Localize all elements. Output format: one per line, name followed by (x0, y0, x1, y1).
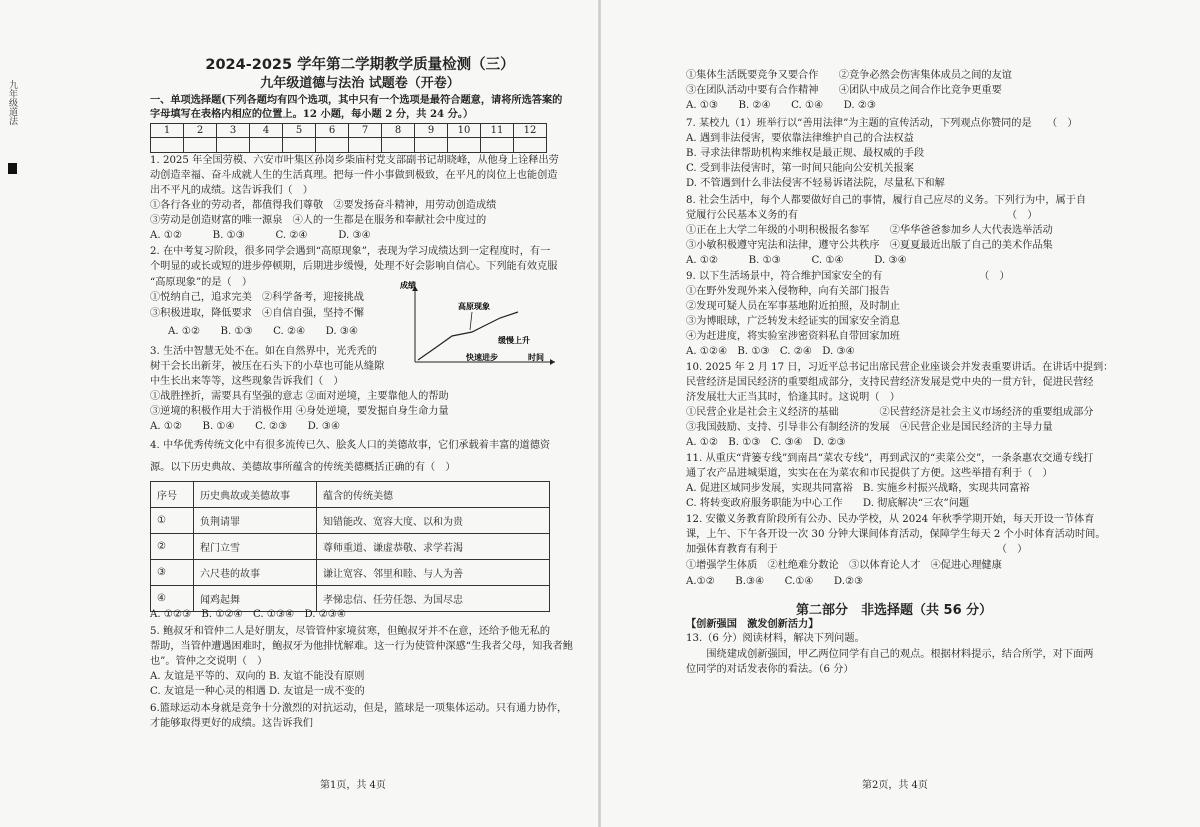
q10-line: ③我国鼓励、支持、引导非公有制经济的发展 ④民营企业是国民经济的主导力量 (686, 422, 1053, 433)
virtue-cell: ① (151, 508, 194, 534)
answer-number: 9 (415, 124, 448, 138)
answer-cell[interactable] (250, 138, 283, 153)
virtue-table (150, 481, 550, 612)
table-row (151, 534, 550, 560)
q7-option: B. 寻求法律帮助机构来维权是最正规、最权威的手段 (686, 148, 925, 159)
q9-line: ④为赶进度，将实验室涉密资料私自带回家加班 (686, 331, 900, 342)
virtue-cell: ③ (151, 560, 194, 586)
page-fold (598, 0, 601, 827)
q10-line: 济发展壮大正当其时，恰逢其时。这说明（ ） (686, 392, 900, 403)
right-page (686, 0, 1114, 827)
left-page (150, 0, 573, 827)
answer-number: 8 (382, 124, 415, 138)
q5-option: C. 友谊是一种心灵的相遇 D. 友谊是一成不变的 (150, 686, 365, 697)
answer-number: 5 (283, 124, 316, 138)
q1-line: 1. 2025 年全国劳模、六安市叶集区孙岗乡柴庙村党支部副书记胡晓峰，从他身上诠释出劳 (150, 155, 559, 166)
q1-line: 出不平凡的成绩。这告诉我们（ ） (150, 185, 313, 196)
answer-cell[interactable] (151, 138, 184, 153)
section1-heading-cont: 字母填写在表格内相应的位置上。12 小题，每小题 2 分，共 24 分。） (150, 108, 474, 120)
exam-subtitle: 九年级道德与法治 试题卷（开卷） (260, 76, 460, 91)
plateau-graph (400, 280, 560, 370)
q2-line: 2. 在中考复习阶段，很多同学会遇到“高原现象”，表现为学习成绩达到一定程度时，有一 (150, 246, 551, 257)
section1-heading: 一、单项选择题(下列各题均有四个选项，其中只有一个选项是最符合题意，请将所选答案的 (150, 94, 563, 106)
q13-line: 位同学的对话发表你的看法。（6 分） (686, 664, 854, 675)
graph-slow-label: 缓慢上升 (498, 335, 530, 345)
q13-line: 13.（6 分）阅读材料，解决下列问题。 (686, 633, 865, 644)
q10-line: 民营经济是国民经济的重要组成部分，支持民营经济发展是党中央的一贯方针，促进民营经 (686, 377, 1094, 388)
graph-plateau-label: 高原现象 (458, 301, 490, 311)
table-row (151, 560, 550, 586)
virtue-cell: 程门立雪 (194, 534, 317, 560)
answer-cell[interactable] (217, 138, 250, 153)
q12-line: ①增强学生体质 ②杜绝难分数论 ③以体育论人才 ④促进心理健康 (686, 560, 1002, 571)
virtue-cell: ④ (151, 586, 194, 612)
virtue-header: 序号 (151, 482, 194, 508)
q5-line: 5. 鲍叔牙和管仲二人是好朋友，尽管管仲家境贫寒，但鲍叔牙并不在意，还给予他无私的 (150, 626, 551, 637)
section2-subheading: 【创新强国 激发创新活力】 (686, 618, 819, 630)
q2-line: “高原现象”的是（ ） (150, 277, 253, 288)
virtue-cell: 闻鸡起舞 (194, 586, 317, 612)
q4-options: A. ①②③ B. ①②④ C. ①③④ D. ②③④ (150, 609, 347, 620)
q8-line: 8. 社会生活中，每个人都要做好自己的事情，履行自己应尽的义务。下列行为中，属于自 (686, 195, 1087, 206)
answer-cell[interactable] (448, 138, 481, 153)
virtue-cell: 负荆请罪 (194, 508, 317, 534)
answer-number: 6 (316, 124, 349, 138)
q1-options: A. ①② B. ①③ C. ②④ D. ③④ (150, 230, 371, 241)
q6-option: ①集体生活既要竞争又要合作 ②竞争必然会伤害集体成员之间的友谊 (686, 70, 1012, 81)
answer-number: 11 (481, 124, 514, 138)
q5-line: 帮助，当管仲遭遇困难时，鲍叔牙为他排忧解难。这一行为使管仲深感“生我者父母，知我者鲍 (150, 641, 573, 652)
virtue-cell: 六尺巷的故事 (194, 560, 317, 586)
q2-line: ③积极进取，降低要求 ④自信自强，坚持不懈 (150, 308, 364, 319)
answer-number: 10 (448, 124, 481, 138)
answer-blank-row[interactable] (151, 138, 547, 153)
answer-number: 12 (514, 124, 547, 138)
q12-line: 加强体育教育有利于 （ ） (686, 544, 1028, 555)
page-footer: 第1页，共 4页 (320, 780, 386, 791)
q3-line: 树干会长出新芽，被压在石头下的小草也可能从缝隙 (150, 361, 385, 372)
q1-line: ①各行各业的劳动者，都值得我们尊敬 ②要发扬奋斗精神，用劳动创造成绩 (150, 200, 497, 211)
q10-line: ①民营企业是社会主义经济的基础 ②民营经济是社会主义市场经济的重要组成部分 (686, 407, 1094, 418)
q7-option: C. 受到非法侵害时，第一时间只能向公安机关报案 (686, 163, 914, 174)
virtue-header: 历史典故或美德故事 (194, 482, 317, 508)
answer-cell[interactable] (283, 138, 316, 153)
graph-x-arrow (550, 359, 555, 365)
q11-option: C. 将转变政府服务职能为中心工作 D. 彻底解决“三农”问题 (686, 498, 970, 509)
q9-line: ③为博眼球，广泛转发未经证实的国家安全消息 (686, 316, 900, 327)
virtue-cell: ② (151, 534, 194, 560)
q4-line: 源。以下历史典故、美德故事所蕴含的传统美德概括正确的有（ ） (150, 462, 456, 473)
q9-line: 9. 以下生活场景中，符合维护国家安全的有 （ ） (686, 271, 1010, 282)
answer-cell[interactable] (514, 138, 547, 153)
virtue-cell: 孝悌忠信、任劳任怨、为国尽忠 (317, 586, 550, 612)
q6-option: ③在团队活动中要有合作精神 ④团队中成员之间合作比竞争更重要 (686, 85, 1002, 96)
q9-options: A. ①②④ B. ①③ C. ②④ D. ③④ (686, 346, 855, 357)
answer-number: 3 (217, 124, 250, 138)
q12-options: A.①② B.③④ C.①④ D.②③ (686, 576, 864, 587)
answer-cell[interactable] (184, 138, 217, 153)
q7-line: 7. 某校九（1）班举行以“善用法律”为主题的宣传活动，下列观点你赞同的是 （ ） (686, 118, 1078, 129)
q8-line: 觉履行公民基本义务的有 （ ） (686, 210, 1038, 221)
graph-x-label: 时间 (528, 352, 544, 362)
table-row (151, 508, 550, 534)
q3-line: ③逆境的积极作用大于消极作用 ④身处逆境，要发掘自身生命力量 (150, 406, 449, 417)
answer-cell[interactable] (349, 138, 382, 153)
answer-cell[interactable] (481, 138, 514, 153)
q9-line: ②发现可疑人员在军事基地附近拍照，及时制止 (686, 301, 900, 312)
q13-line: 围绕建成创新强国，甲乙两位同学有自己的观点。根据材料提示，结合所学，对下面两 (686, 649, 1094, 660)
answer-number: 4 (250, 124, 283, 138)
q3-line: ①战胜挫折，需要具有坚强的意志 ②面对逆境，主要靠他人的帮助 (150, 391, 449, 402)
graph-pointer (470, 312, 472, 330)
q3-line: 中生长出来等等，这些现象告诉我们（ ） (150, 376, 344, 387)
q6-options: A. ①③ B. ②④ C. ①④ D. ②③ (686, 100, 877, 111)
q2-line: 个明显的或长或短的进步停顿期，后期进步缓慢，处理不好会影响自信心。下列能有效克服 (150, 261, 558, 272)
q12-line: 课，上午、下午各开设一次 30 分钟大课间体育活动，保障学生每天 2 个小时体育活动时间。 (686, 529, 1106, 540)
q6-line: 6.篮球运动本身就是竞争十分激烈的对抗运动，但是，篮球是一项集体运动。只有通力协作， (150, 703, 568, 714)
q4-line: 4. 中华优秀传统文化中有很多流传已久、脍炙人口的美德故事，它们承载着丰富的道德资 (150, 440, 551, 451)
graph-y-label: 成绩 (400, 280, 416, 290)
answer-number: 1 (151, 124, 184, 138)
q2-options: A. ①② B. ①③ C. ②④ D. ③④ (168, 326, 359, 337)
q12-line: 12. 安徽义务教育阶段所有公办、民办学校，从 2024 年秋季学期开始，每天开设一节体育 (686, 514, 1095, 525)
q8-line: ③小敏积极遵守宪法和法律，遵守公共秩序 ④夏夏最近出版了自己的美术作品集 (686, 240, 1053, 251)
q1-line: 动创造幸福、奋斗成就人生的生活真理。把每一件小事做到极致，在平凡的岗位上也能创造 (150, 170, 558, 181)
q11-line: 通了农产品进城渠道，实实在在为菜农和市民提供了方便。这些举措有利于（ ） (686, 468, 1053, 479)
q6-line: 才能够取得更好的成绩。这告诉我们 (150, 718, 313, 729)
q5-option: A. 友谊是平等的、双向的 B. 友谊不能没有原则 (150, 671, 365, 682)
q3-options: A. ①② B. ①④ C. ②③ D. ③④ (150, 421, 341, 432)
q8-line: ①正在上大学二年级的小明积极报名参军 ②华华爸爸参加乡人大代表选举活动 (686, 225, 1053, 236)
section2-heading: 第二部分 非选择题（共 56 分） (796, 603, 993, 618)
page-footer: 第2页，共 4页 (862, 780, 928, 791)
q7-option: A. 遇到非法侵害，要依靠法律维护自己的合法权益 (686, 133, 914, 144)
answer-table (150, 123, 547, 153)
side-label: 九年级道法 (7, 80, 17, 125)
graph-fast-label: 快速进步 (466, 352, 498, 362)
exam-title: 2024-2025 学年第二学期教学质量检测（三） (205, 57, 515, 73)
answer-number: 2 (184, 124, 217, 138)
answer-number-row (151, 124, 547, 138)
q11-option: A. 促进区域同步发展，实现共同富裕 B. 实施乡村振兴战略，实现共同富裕 (686, 483, 1030, 494)
q2-line: ①悦纳自己，追求完美 ②科学备考，迎接挑战 (150, 292, 364, 303)
answer-number: 7 (349, 124, 382, 138)
q3-line: 3. 生活中智慧无处不在。如在自然界中，光秃秃的 (150, 346, 377, 357)
q7-option: D. 不管遇到什么非法侵害不轻易诉诸法院，尽量私下和解 (686, 178, 945, 189)
q9-line: ①在野外发现外来入侵物种，向有关部门报告 (686, 286, 890, 297)
q5-line: 也”。管仲之交说明（ ） (150, 656, 268, 667)
q10-options: A. ①② B. ①③ C. ③④ D. ②③ (686, 437, 846, 448)
virtue-cell: 知错能改、宽容大度、以和为贵 (317, 508, 550, 534)
q8-options: A. ①② B. ①③ C. ①④ D. ③④ (686, 255, 907, 266)
q1-line: ③劳动是创造财富的唯一源泉 ④人的一生都是在服务和奉献社会中度过的 (150, 215, 487, 226)
virtue-header: 蕴含的传统美德 (317, 482, 550, 508)
virtue-cell: 尊师重道、谦虚恭敬、求学若渴 (317, 534, 550, 560)
registration-mark (8, 163, 17, 174)
answer-cell[interactable] (316, 138, 349, 153)
answer-cell[interactable] (415, 138, 448, 153)
virtue-cell: 谦让宽容、邻里和睦、与人为善 (317, 560, 550, 586)
answer-cell[interactable] (382, 138, 415, 153)
q10-line: 10. 2025 年 2 月 17 日，习近平总书记出席民营企业座谈会并发表重要讲话。在讲话中提到： (686, 362, 1114, 373)
q11-line: 11. 从重庆“背篓专线”到南昌“菜农专线”，再到武汉的“卖菜公交”，一条条惠农交通专线打 (686, 453, 1094, 464)
virtue-header-row (151, 482, 550, 508)
